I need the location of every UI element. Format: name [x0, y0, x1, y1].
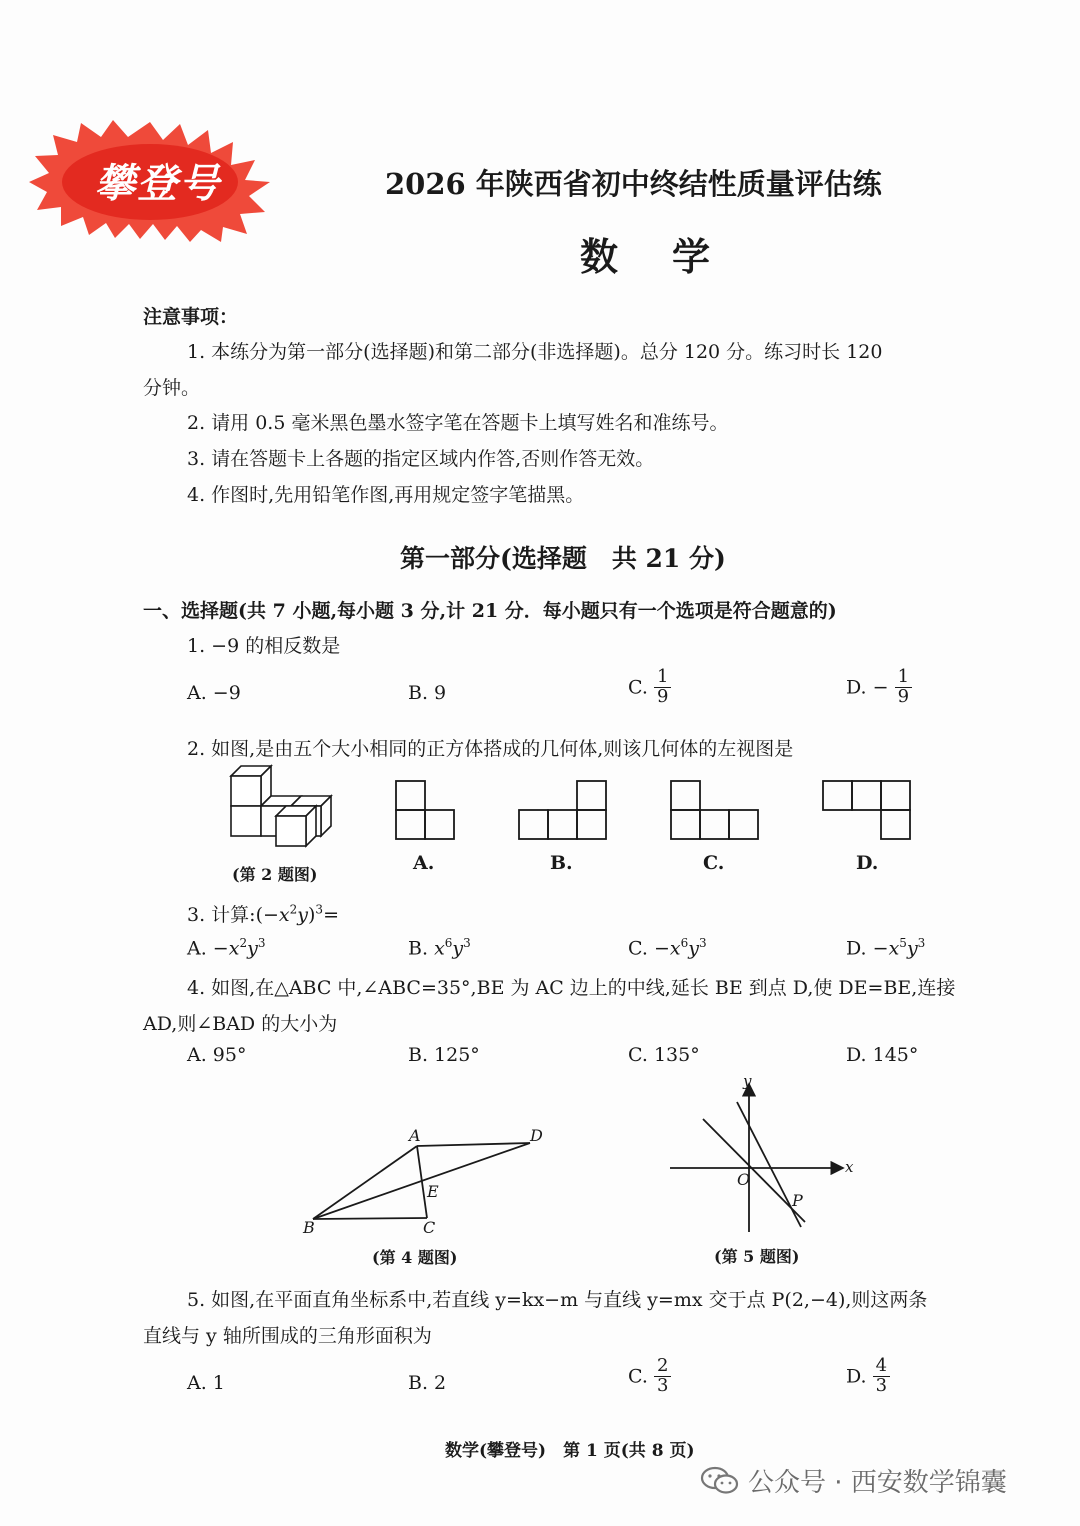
q4-option-c: C. 135°: [628, 1044, 700, 1066]
note-item: 4. 作图时,先用铅笔作图,再用规定签字笔描黑。: [187, 484, 585, 506]
q4-option-b: B. 125°: [408, 1044, 480, 1066]
q3-option-d-label: D.: [846, 937, 867, 960]
q5-option-b: B. 2: [408, 1372, 447, 1394]
q3-option-c-label: C.: [628, 937, 648, 960]
q5-stem-line2: 直线与 y 轴所围成的三角形面积为: [143, 1325, 432, 1347]
note-item: 3. 请在答题卡上各题的指定区域内作答,否则作答无效。: [187, 448, 655, 470]
exam-title: 2026 年陕西省初中终结性质量评估练: [385, 167, 882, 201]
q1-option-d-fraction: [895, 668, 912, 707]
page-footer: 数学(攀登号) 第 1 页(共 8 页): [445, 1441, 695, 1461]
note-item: 分钟。: [143, 377, 201, 399]
q3-option-b: B. $x^6y^3$: [408, 936, 471, 960]
wechat-icon: [700, 1465, 740, 1497]
q4-stem-line1: 4. 如图,在△ABC 中,∠ABC=35°,BE 为 AC 边上的中线,延长 BE 到点 D,使 DE=BE,连接: [187, 977, 956, 999]
q4-point-e: E: [427, 1182, 439, 1201]
q5-figure: [665, 1072, 865, 1241]
q3-option-a: A. $-x^2y^3$: [187, 936, 266, 960]
q2-option-a: A.: [413, 852, 435, 874]
q3-stem-prefix: 3. 计算:(−: [187, 904, 279, 926]
note-item: 2. 请用 0.5 毫米黑色墨水签字笔在答题卡上填写姓名和准练号。: [187, 412, 729, 434]
q1-option-c-fraction: [654, 668, 671, 707]
q4-figure-caption: (第 4 题图): [372, 1248, 458, 1267]
q2-figure: [215, 762, 340, 856]
q4-stem-line2: AD,则∠BAD 的大小为: [143, 1013, 338, 1035]
q1-option-d-label: D. −: [846, 676, 889, 699]
q2-stem: 2. 如图,是由五个大小相同的正方体搭成的几何体,则该几何体的左视图是: [187, 738, 794, 760]
numerator: 1: [895, 668, 912, 688]
q5-option-c: [628, 1357, 671, 1396]
q2-option-b-view: [518, 780, 610, 846]
watermark-text: 公众号 · 西安数学锦囊: [748, 1468, 1007, 1498]
q3-option-a-label: A.: [187, 937, 207, 960]
q5-figure-caption: (第 5 题图): [714, 1247, 800, 1266]
numerator: 4: [873, 1357, 890, 1377]
q1-option-d: [846, 668, 912, 707]
denominator: 9: [897, 685, 910, 707]
q5-option-d: [846, 1357, 890, 1396]
q2-view-c-icon: [670, 780, 762, 842]
q5-axis-y: y: [743, 1072, 752, 1090]
q4-point-b: B: [303, 1218, 315, 1237]
q2-view-b-icon: [518, 780, 610, 842]
part1-title: 第一部分(选择题 共 21 分): [400, 544, 726, 573]
q4-point-c: C: [423, 1218, 436, 1237]
q1-stem: 1. −9 的相反数是: [187, 635, 341, 657]
q5-origin: O: [737, 1170, 751, 1189]
subject-title: 数 学: [580, 234, 719, 279]
brand-stamp: [25, 118, 275, 243]
q3-stem: 3. 计算$:(-x^2y)^3=$: [187, 902, 339, 926]
denominator: 3: [656, 1374, 669, 1396]
q5-option-a: A. 1: [187, 1372, 225, 1394]
q2-figure-caption: (第 2 题图): [232, 865, 318, 884]
q1-option-c-label: C.: [628, 676, 648, 699]
q5-point-p: P: [792, 1191, 803, 1210]
notes-heading: 注意事项：: [143, 306, 239, 328]
q2-option-a-view: [395, 780, 457, 846]
q2-cube-solid-icon: [215, 762, 340, 852]
q5-stem-line1: 5. 如图,在平面直角坐标系中,若直线 y=kx−m 与直线 y=mx 交于点 P(2,−4),则这两条: [187, 1289, 928, 1311]
q2-option-b: B.: [550, 852, 573, 874]
numerator: 2: [654, 1357, 671, 1377]
section-heading: 一、选择题(共 7 小题,每小题 3 分,计 21 分．每小题只有一个选项是符合题意的): [143, 600, 837, 622]
q5-option-c-fraction: [654, 1357, 671, 1396]
note-item: 1. 本练分为第一部分(选择题)和第二部分(非选择题)。总分 120 分。练习时长 120: [187, 341, 883, 363]
q5-axis-x: x: [845, 1158, 854, 1176]
q2-option-d: D.: [856, 852, 879, 874]
q2-view-d-icon: [822, 780, 914, 842]
q2-option-c-view: [670, 780, 762, 846]
q5-option-d-label: D.: [846, 1365, 867, 1388]
q1-option-b: B. 9: [408, 682, 447, 704]
q4-point-a: A: [409, 1126, 421, 1145]
q4-point-d: D: [530, 1126, 543, 1145]
q4-option-d: D. 145°: [846, 1044, 919, 1066]
q5-option-c-label: C.: [628, 1365, 648, 1388]
q4-figure: [290, 1120, 560, 1249]
stamp-text: 攀登号: [95, 160, 221, 207]
q5-coordinate-diagram: [665, 1072, 865, 1237]
q3-option-b-label: B.: [408, 937, 429, 960]
q5-option-d-fraction: [873, 1357, 890, 1396]
numerator: 1: [654, 668, 671, 688]
q2-option-c: C.: [703, 852, 725, 874]
q2-option-d-view: [822, 780, 914, 846]
denominator: 3: [875, 1374, 888, 1396]
q1-option-a: A. −9: [187, 682, 241, 704]
q2-view-a-icon: [395, 780, 457, 842]
q1-option-c: [628, 668, 671, 707]
q3-option-c: C. $-x^6y^3$: [628, 936, 707, 960]
denominator: 9: [656, 685, 669, 707]
q4-option-a: A. 95°: [187, 1044, 247, 1066]
watermark: [700, 1462, 1007, 1499]
q3-option-d: D. $-x^5y^3$: [846, 936, 926, 960]
